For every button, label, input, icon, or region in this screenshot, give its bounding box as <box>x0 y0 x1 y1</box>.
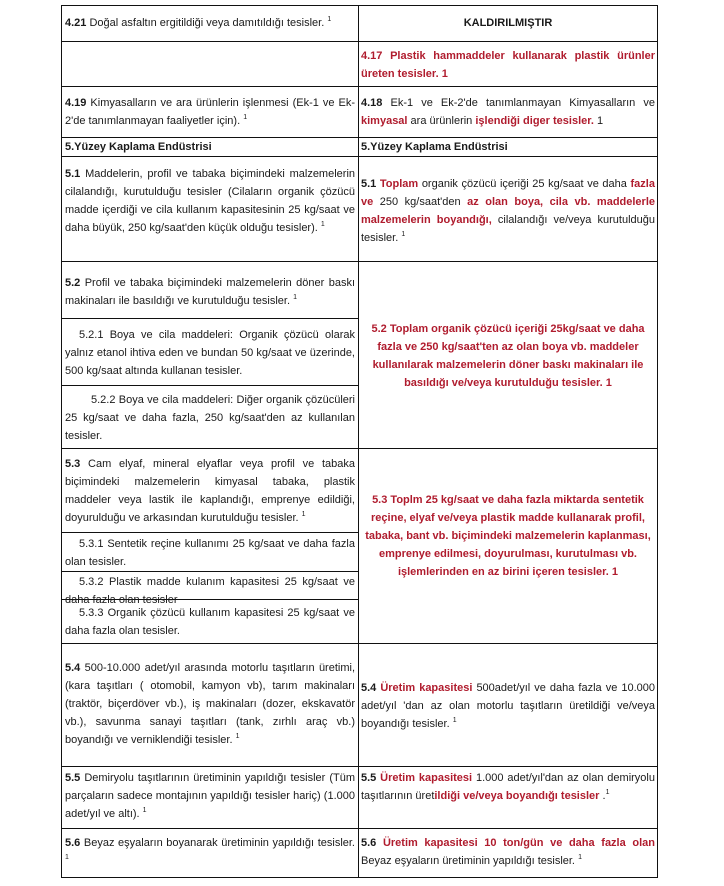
comparison-table <box>61 5 658 878</box>
item-number: 5.5 <box>65 772 81 784</box>
row-5-5-right <box>361 769 655 805</box>
row-5-6-right <box>361 834 655 870</box>
row-divider <box>61 41 658 42</box>
item-text: Profil ve tabaka biçimindeki malzemelerin döner baskı makinaları ile basıldığı ve kurutulduğu tesisler. <box>65 277 355 307</box>
item-text: 500-10.000 adet/yıl arasında motorlu taşıtların üretimi, (kara taşıtları ( otomobil, kamyon vb), tarım makinaları (traktör, biçerdöver vb.), iş makinaları (dozer, ekskavatör vb.), savunma sanayi taşıtları (tank, zırhlı araç vb.) boyandığı ve verniklendiği tesisler. <box>65 662 355 746</box>
item-text: Demiryolu taşıtlarının üretiminin yapıldığı tesisler (Tüm parçaların sadece montajının yapıldığı tesisler hariç) (1.000 adet/yıl ve altı). <box>65 772 355 820</box>
row-4-19-left <box>65 94 355 130</box>
row-5-2-1-left: 5.2.1 Boya ve cila maddeleri: Organik çözücü olarak yalnız etanol ihtiva eden ve bundan 50 kg/saat ve üzerinde, 500 kg/saat altında kullanan tesisler. <box>65 329 355 377</box>
section-heading-right: 5.Yüzey Kaplama Endüstrisi <box>361 141 508 153</box>
row-5-3-2-left: 5.3.2 Plastik madde kulanım kapasitesi 25 kg/saat ve daha fazla olan tesisler <box>65 576 355 606</box>
footnote-mark: 1 <box>301 511 306 518</box>
item-text: cilalandığı ve/veya kurutulduğu tesisler. <box>361 214 655 244</box>
row-5-1-right <box>361 175 655 247</box>
item-number: 4.18 <box>361 97 383 109</box>
item-text: Cam elyaf, mineral elyaflar veya profil ve tabaka biçimindeki malzemelerin kimyasal tabaka, plastik maddeler veya lastik ile kaplandığı, emprenye edildiği, doyurulduğu ve arkasından kurutulduğu tesisler. <box>65 458 355 524</box>
item-text: 1.000 adet/yıl'dan az olan demiryolu taşıtlarının üret <box>361 772 655 802</box>
table-border-right <box>657 5 658 878</box>
item-number: 5.2 <box>65 277 81 289</box>
item-text: Beyaz eşyaların üretiminin yapıldığı tesisler. <box>361 855 575 867</box>
footnote-mark: 1 <box>65 854 69 861</box>
sub-row-divider <box>61 385 358 386</box>
item-text: ara ürünlerin <box>410 115 473 127</box>
changed-text: Toplam <box>379 178 419 190</box>
changed-text: Üretim kapasitesi 10 ton/gün ve daha fazla olan <box>382 837 655 849</box>
footnote-mark: 1 <box>605 789 610 796</box>
changed-text: Üretim kapasitesi <box>380 772 473 784</box>
row-5-3-3-left: 5.3.3 Organik çözücü kullanım kapasitesi 25 kg/saat ve daha fazla olan tesisler. <box>65 607 355 637</box>
item-number: 5.3 <box>65 458 81 470</box>
row-5-1-left <box>65 165 355 237</box>
row-divider <box>61 448 658 449</box>
item-number: 5.1 <box>65 168 81 180</box>
footnote-mark: 1 <box>235 733 240 740</box>
footnote-mark: 1 <box>293 294 297 301</box>
changed-text: az olan boya, cila vb. maddelerle malzemelerin boyandığı, <box>361 196 655 226</box>
item-number: 5.5 <box>361 772 377 784</box>
changed-text: işlendiği diger tesisler. <box>475 115 594 127</box>
row-divider <box>61 261 658 262</box>
row-4-21-left <box>65 14 355 32</box>
row-divider <box>61 828 658 829</box>
row-divider <box>61 5 658 6</box>
item-text: 500adet/yıl ve daha fazla ve 10.000 adet/yıl 'dan az olan motorlu taşıtların üretildiği ve/veya boyandığı tesisler. <box>361 682 655 730</box>
changed-text: ildiği ve/veya boyandığı tesisler <box>434 790 600 802</box>
footnote-mark: 1 <box>142 807 147 814</box>
item-text: 250 kg/saat'den <box>379 196 461 208</box>
sub-row-divider <box>61 318 358 319</box>
sub-row-divider <box>61 532 358 533</box>
row-5-2-left <box>65 274 355 310</box>
row-5-4-right <box>361 679 655 733</box>
row-divider <box>61 643 658 644</box>
row-5-5-left <box>65 769 355 823</box>
sub-row-divider <box>61 571 358 572</box>
item-number: 5.4 <box>65 662 81 674</box>
row-4-18-right <box>361 94 655 130</box>
footnote-mark: 1 <box>578 854 582 861</box>
item-text: . <box>602 790 606 802</box>
row-4-17-right: 4.17 Plastik hammaddeler kullanarak plastik ürünler üreten tesisler. 1 <box>361 50 655 80</box>
changed-text: Üretim kapasitesi <box>380 682 473 694</box>
footnote-mark: 1 <box>327 16 332 23</box>
row-5-2-2-left: 5.2.2 Boya ve cila maddeleri: Diğer organik çözücüleri 25 kg/saat ve daha fazla, 250 kg/saat'den az kullanılan tesisler. <box>65 394 355 442</box>
row-5-3-left <box>65 455 355 527</box>
footnote-mark: 1 <box>401 231 406 238</box>
item-text: Maddelerin, profil ve tabaka biçimindeki malzemelerin cilalandığı, kurutulduğu tesisler (Cilaların organik çözücü madde içerdiği ve cila kullanım kapasitesinin 25 kg/saat ve daha büyük, 250 kg/saat'den küçük olduğu tesisler). <box>65 168 356 234</box>
item-number: 4.21 <box>65 17 87 29</box>
item-text: Kimyasalların ve ara ürünlerin işlenmesi (Ek-1 ve Ek-2'de tanımlanmayan faaliyetler için). <box>65 97 355 127</box>
item-number: 4.19 <box>65 97 87 109</box>
item-number: 5.4 <box>361 682 377 694</box>
changed-text: fazla ve <box>361 178 655 208</box>
changed-text: kimyasal <box>361 115 408 127</box>
item-text: Beyaz eşyaların boyanarak üretiminin yapıldığı tesisler. <box>83 837 355 849</box>
table-border-left <box>61 5 62 878</box>
footnote-mark: 1 <box>452 717 457 724</box>
row-4-21-right: KALDIRILMIŞTIR <box>463 17 553 29</box>
item-number: 5.1 <box>361 178 377 190</box>
item-text: organik çözücü içeriği 25 kg/saat ve daha <box>421 178 627 190</box>
row-divider <box>61 766 658 767</box>
table-border-bottom <box>61 877 658 878</box>
section-heading-left: 5.Yüzey Kaplama Endüstrisi <box>65 141 212 153</box>
row-divider <box>61 156 658 157</box>
footnote-mark: 1 <box>320 221 325 228</box>
item-text: Doğal asfaltın ergitildiği veya damıtıldığı tesisler. <box>89 17 325 29</box>
table-column-divider <box>358 5 359 878</box>
row-divider <box>61 86 658 87</box>
row-5-2-right: 5.2 Toplam organik çözücü içeriği 25kg/saat ve daha fazla ve 250 kg/saat'ten az olan boya vb. maddeler kullanılarak malzemelerin döner baskı makinaları ile basıldığı ve/veya kurutulduğu tesisler. 1 <box>371 323 645 389</box>
row-5-3-1-left: 5.3.1 Sentetik reçine kullanımı 25 kg/saat ve daha fazla olan tesisler. <box>65 538 355 568</box>
footnote-mark: 1 <box>597 115 604 127</box>
row-5-3-right: 5.3 Toplm 25 kg/saat ve daha fazla miktarda sentetik reçine, elyaf ve/veya plastik madde kullanarak profil, tabaka, bant vb. biçimindeki malzemelerin kaplanması, emprenye edilmesi, doyurulması, kurutulması vb. işlemlerinden en az birini içeren tesisler. 1 <box>365 494 651 578</box>
item-number: 5.6 <box>361 837 377 849</box>
row-5-4-left <box>65 659 355 749</box>
item-number: 5.6 <box>65 837 81 849</box>
item-text: Ek-1 ve Ek-2'de tanımlanmayan Kimyasalların ve <box>390 97 655 109</box>
footnote-mark: 1 <box>243 114 248 121</box>
row-5-6-left <box>65 834 355 870</box>
